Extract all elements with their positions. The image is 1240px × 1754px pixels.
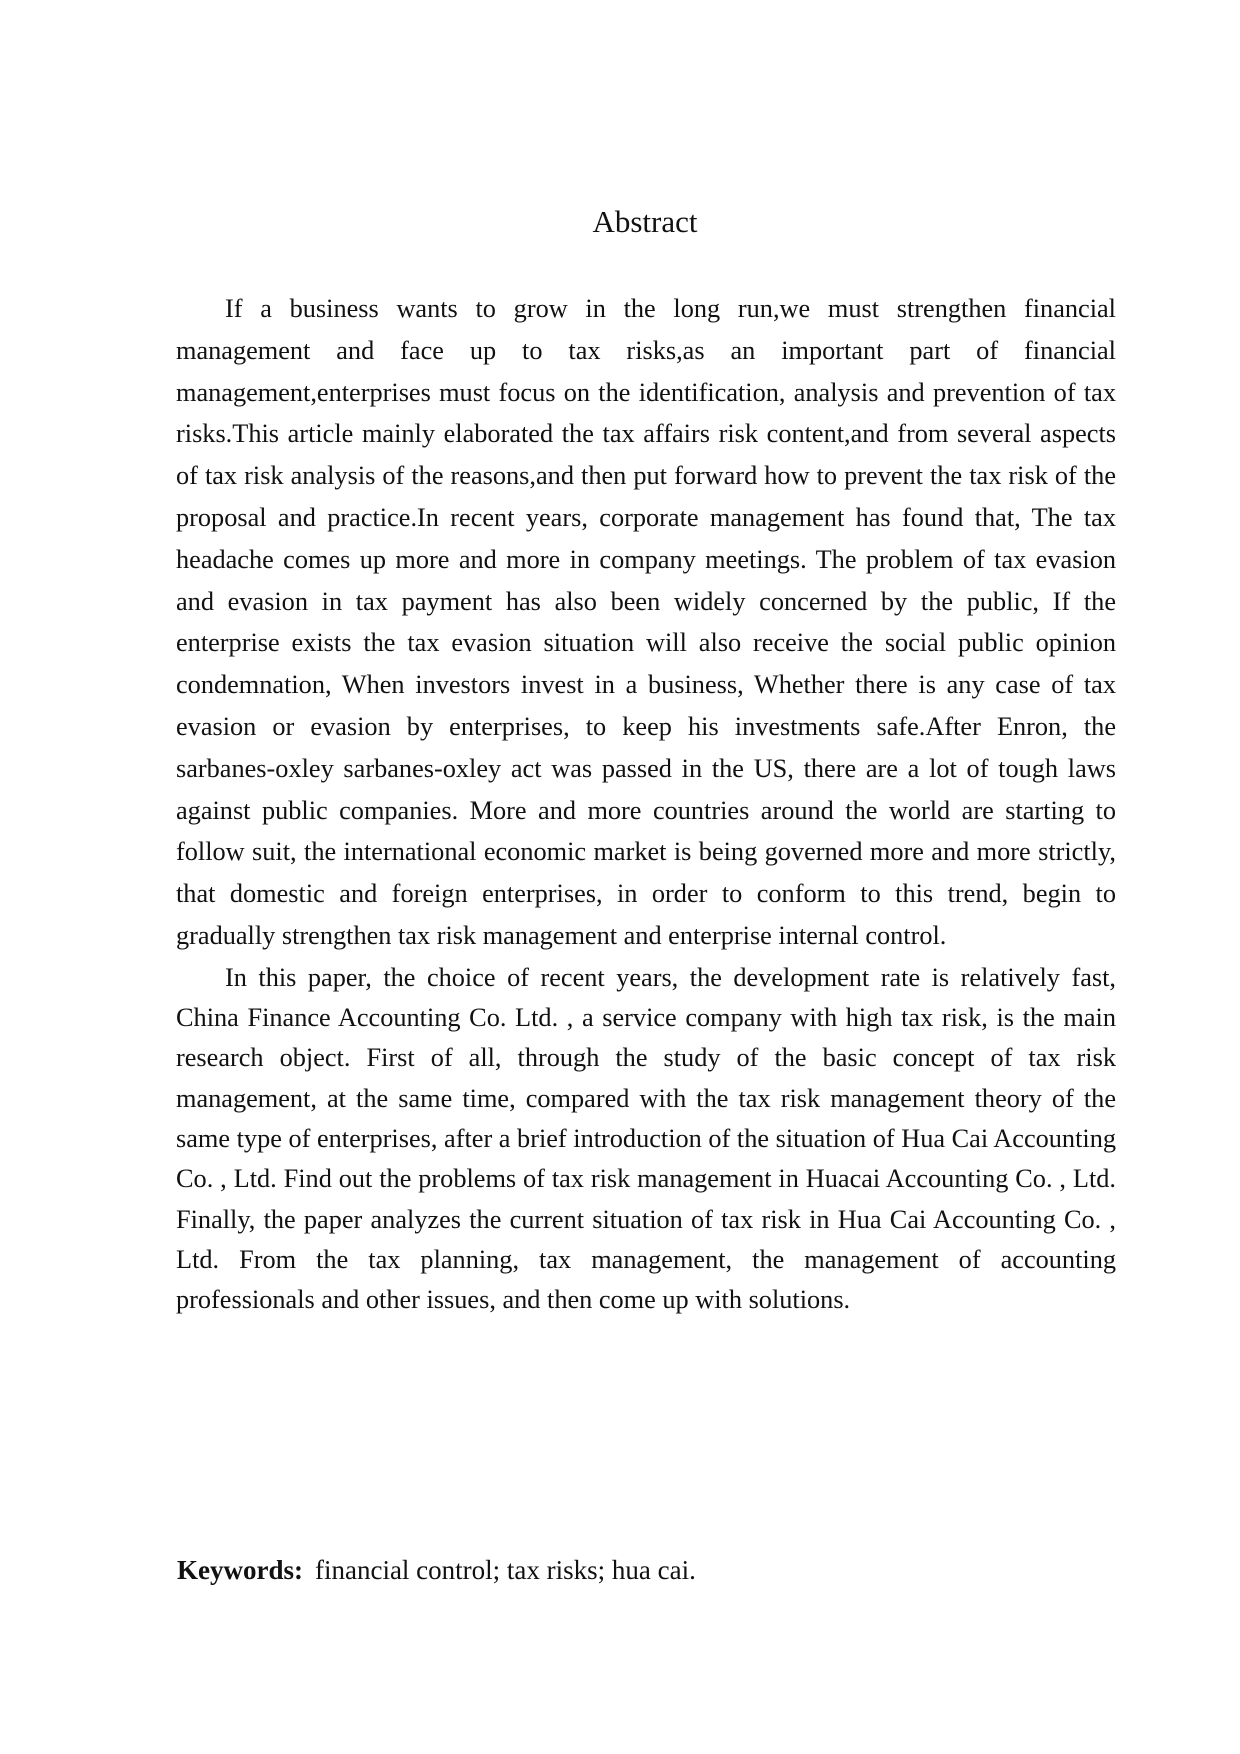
abstract-title: Abstract xyxy=(592,204,698,239)
abstract-paragraph-2: In this paper, the choice of recent years, the development rate is relatively fast, China Finance Accounting Co. Ltd. , a service company with high tax risk, is the main research object. First of all, through the study of the basic concept of tax risk management, at the same time, compared with the tax risk management theory of the same type of enterprises, after a brief introduction of the situation of Hua Cai Accounting Co. , Ltd. Find out the problems of tax risk management in Huacai Accounting Co. , Ltd. Finally, the paper analyzes the current situation of tax risk in Hua Cai Accounting Co. , Ltd. From the tax planning, tax management, the management of accounting professionals and other issues, and then come up with solutions. xyxy=(176,962,1116,1315)
abstract-paragraph-1: If a business wants to grow in the long run,we must strengthen financial management and face up to tax risks,as an important part of financial management,enterprises must focus on the identification, analysis and prevention of tax risks.This article mainly elaborated the tax affairs risk content,and from several aspects of tax risk analysis of the reasons,and then put forward how to prevent the tax risk of the proposal and practice.In recent years, corporate management has found that, The tax headache comes up more and more in company meetings. The problem of tax evasion and evasion in tax payment has also been widely concerned by the public, If the enterprise exists the tax evasion situation will also receive the social public opinion condemnation, When investors invest in a business, Whether there is any case of tax evasion or evasion by enterprises, to keep his investments safe.After Enron, the sarbanes-oxley sarbanes-oxley act was passed in the US, there are a lot of tough laws against public companies. More and more countries around the world are starting to follow suit, the international economic market is being governed more and more strictly, that domestic and foreign enterprises, in order to conform to this trend, begin to gradually strengthen tax risk management and enterprise internal control. xyxy=(176,294,1116,950)
keywords-text: financial control; tax risks; hua cai. xyxy=(314,1555,696,1585)
keywords-label: Keywords: xyxy=(177,1555,303,1585)
keywords-line xyxy=(177,1550,696,1590)
abstract-body xyxy=(176,288,1116,1320)
